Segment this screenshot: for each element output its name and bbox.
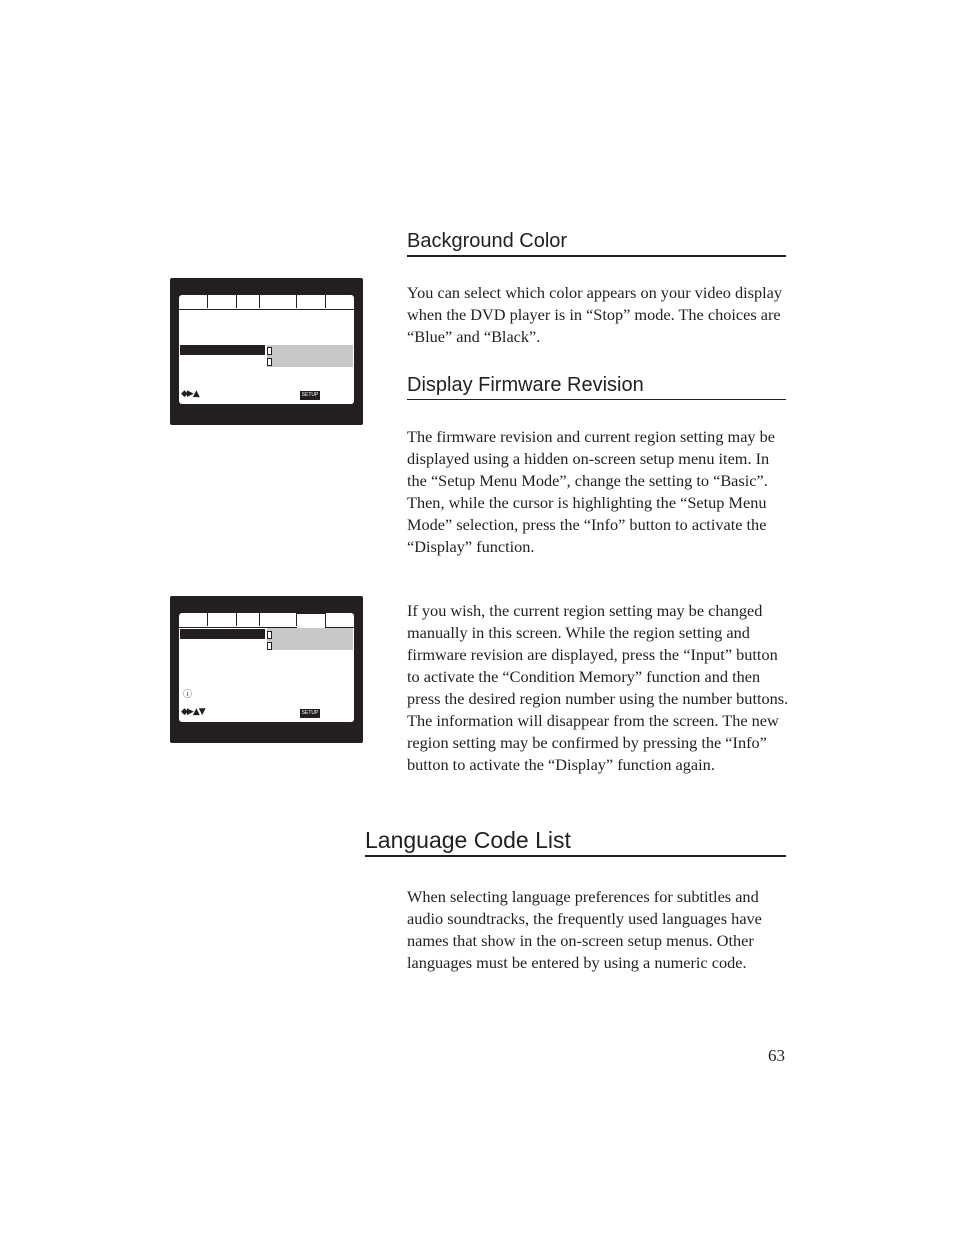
menu-tab <box>260 613 297 626</box>
setup-badge: SETUP <box>301 710 319 716</box>
background-color-text: You can select which color appears on your video display when the DVD player is in “Stop” mode. The choices are “Blue” and “Black”. <box>407 283 782 346</box>
option-marker <box>267 631 272 639</box>
option-marker <box>267 642 272 650</box>
info-icon: ⓘ <box>183 690 193 700</box>
language-code-text: When selecting language preferences for subtitles and audio soundtracks, the frequently used languages have names that show in the on-screen setup menus. Other languages must be entered by using a numeric code. <box>407 887 762 972</box>
page-number: 63 <box>768 1046 785 1065</box>
navigation-arrows-icon: ◆▶▲ <box>181 389 199 399</box>
menu-tab-active <box>297 295 326 308</box>
background-color-menu-illustration <box>170 278 363 425</box>
firmware-text-1: The firmware revision and current region setting may be displayed using a hidden on-screen setup menu item. In the “Setup Menu Mode”, change the setting to “Basic”. Then, while the cursor is highlighting the “Setup Menu Mode” selection, press the “Info” button to activate the “Display” function. <box>407 427 776 556</box>
menu-screen <box>179 613 354 722</box>
options-panel <box>267 345 353 367</box>
menu-tab <box>237 613 260 626</box>
highlighted-menu-item <box>180 629 265 639</box>
option-marker <box>267 347 272 355</box>
background-color-heading: Background Color <box>407 229 786 257</box>
firmware-heading: Display Firmware Revision <box>407 373 786 400</box>
navigation-arrows-icon: ◆▶▲▼ <box>181 707 205 717</box>
firmware-menu-illustration <box>170 596 363 743</box>
menu-tab <box>179 613 208 626</box>
menu-tab <box>208 613 237 626</box>
menu-tab-active <box>297 613 326 628</box>
menu-tab <box>179 295 208 308</box>
options-panel <box>267 628 353 650</box>
menu-screen <box>179 295 354 404</box>
menu-tab <box>208 295 237 308</box>
option-marker <box>267 358 272 366</box>
firmware-text-2: If you wish, the current region setting may be changed manually in this screen. While the region setting and firmware revision are displayed, press the “Input” button to activate the “Condition Memory” function and then press the desired region number using the number buttons. The information will disappear from the screen. The new region setting may be confirmed by pressing the “Info” button to activate the “Display” function again. <box>407 601 789 774</box>
language-code-heading: Language Code List <box>365 825 786 857</box>
menu-tab <box>237 295 260 308</box>
highlighted-menu-item <box>180 345 265 355</box>
menu-tab <box>260 295 297 308</box>
menu-tabs <box>179 295 354 310</box>
setup-badge: SETUP <box>301 392 319 398</box>
menu-tabs <box>179 613 354 628</box>
